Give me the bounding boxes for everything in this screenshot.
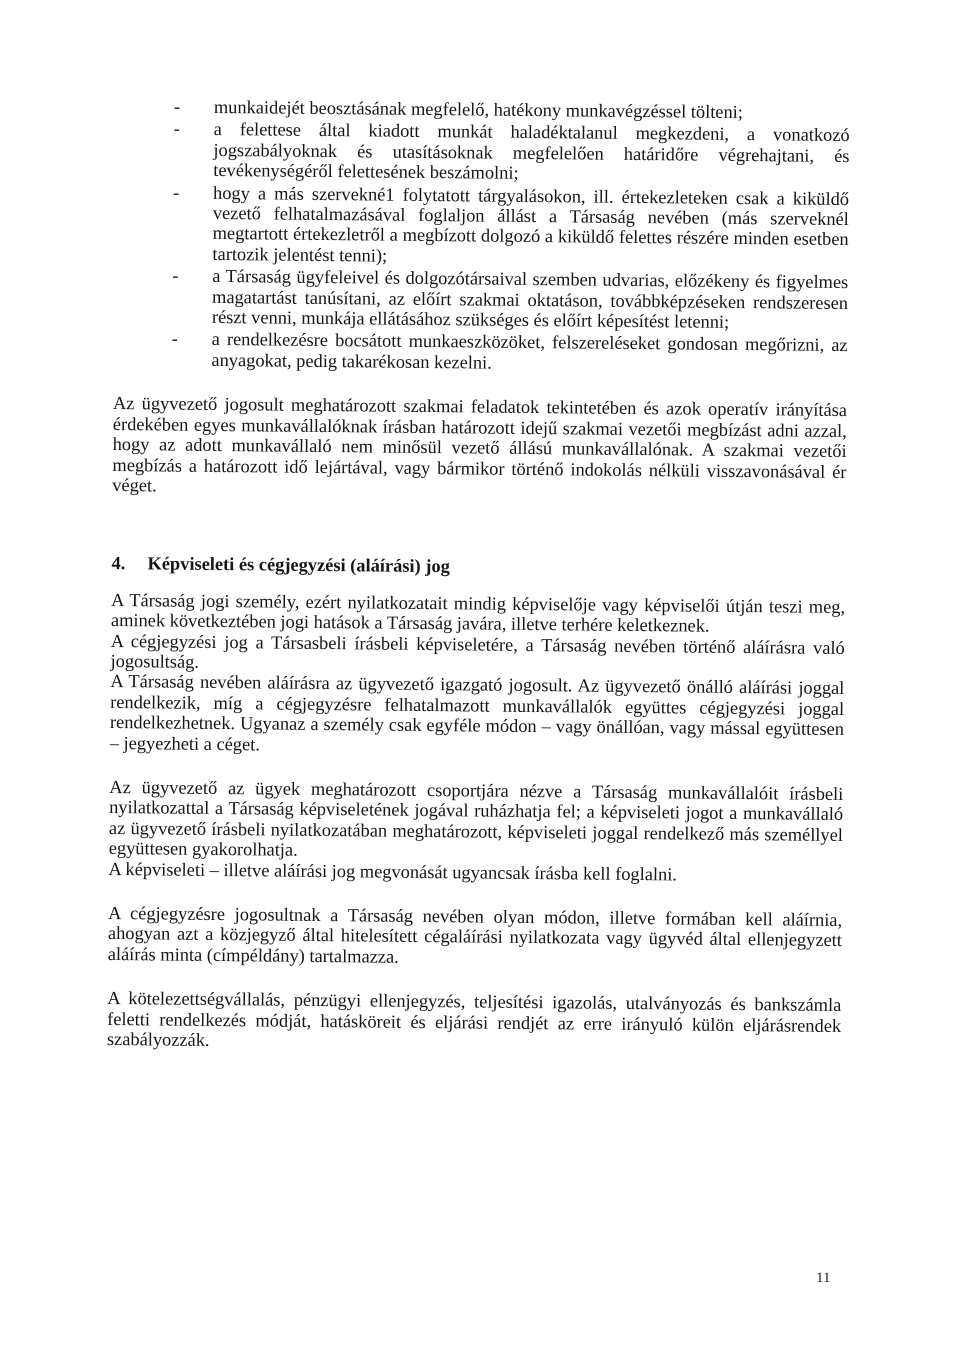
body-paragraph: Az ügyvezető jogosult meghatározott szakmai feladatok tekintetében és azok operatív irányítása érdekében egyes munkavállalóknak írásban határozott idejű szakmai vezetői megbízást adni azzal, hogy az adott munkavállaló nem minősül vezető állású munkavállalónak. A szakmai vezetői megbízás a határozott idő lejártával, vagy bármikor történő indokolás nélküli visszavonásával ér véget. (112, 393, 848, 496)
list-item-text: a Társaság ügyfeleivel és dolgozótársaival szemben udvarias, előzékeny és figyelmes magatartást tanúsítani, az előírt szakmai oktatáson, továbbképzéseken rendszeresen részt venni, munkája ellátásához szükséges és előírt képesítést letenni; (211, 266, 849, 332)
delegation-paragraph-block (108, 777, 843, 886)
list-dash: - (173, 96, 181, 117)
commitment-paragraph-block (107, 988, 842, 1056)
managing-director-paragraph-block (112, 393, 847, 502)
list-item-text: a felettese által kiadott munkát haladéktalanul megkezdeni, a vonatkozó jogszabályoknak és utasításoknak megfelelően határidőre végrehajtani, és tevékenységéről felettesének beszámolni; (213, 119, 850, 184)
list-item (113, 328, 847, 376)
section-number: 4. (111, 553, 126, 574)
body-paragraph: Az ügyvezető az ügyek meghatározott csoportjára nézve a Társaság munkavállalóit írásbeli nyilatkozattal a Társaság képviseletének jogával ruházhatja fel; a képviseleti jogot a munkavállaló az ügyvezető írásbeli nyilatkozatában meghatározott, képviseleti joggal rendelkező más személlyel együttesen gyakorolhatja. (108, 776, 844, 860)
list-dash: - (171, 329, 178, 350)
document-body (107, 96, 850, 1056)
section-title: Képviseleti és cégjegyzési (aláírási) jog (147, 553, 450, 577)
body-paragraph: A kötelezettségvállalás, pénzügyi ellenjegyzés, teljesítési igazolás, utalványozás és bankszámla feletti rendelkezés módját, hatásköreit és eljárási rendjét az erre irányuló külön eljárásrendek szabályozzák. (106, 988, 842, 1050)
body-paragraph: A cégjegyzésre jogosultnak a Társaság nevében olyan módon, illetve formában kell aláírnia, ahogyan azt a közjegyző által hitelesített cégaláírási nyilatkozata vagy ügyvéd által ellenjegyzett aláírás minta (címpéldány) tartalmazza. (107, 902, 843, 967)
representation-paragraph-block (110, 590, 846, 760)
list-dash: - (172, 182, 180, 203)
body-paragraph: A képviseleti – illetve aláírási jog megvonását ugyancsak írásba kell foglalni. (108, 858, 678, 885)
body-paragraph: A Társaság nevében aláírásra az ügyvezető igazgató jogosult. Az ügyvezető önálló aláírási joggal rendelkezik, míg a cégjegyzésre felhatalmazott munkavállalók együttes cégjegyzési joggal rendelkezhetnek. Ugyanaz a személy csak egyféle módon – vagy önállóan, vagy mással együttesen – jegyezheti a céget. (109, 671, 845, 754)
list-item (114, 182, 849, 271)
list-item (115, 118, 850, 186)
list-item-text: a rendelkezésre bocsátott munkaeszközöket, felszereléseket gondosan megőrizni, az anyagokat, pedig takarékosan kezelni. (211, 329, 848, 373)
duties-list (113, 96, 850, 376)
signature-paragraph-block (108, 903, 843, 971)
body-paragraph: A cégjegyzési jog a Társasbeli írásbeli képviseletére, a Társaság nevében történő aláírásra való jogosultság. (110, 630, 845, 672)
list-dash: - (172, 265, 179, 286)
body-paragraph: A Társaság jogi személy, ezért nyilatkozatait mindig képviselője vagy képviselői útján teszi meg, aminek következtében jogi hatások a Társaság javára, illetve terhére keletkeznek. (110, 589, 846, 636)
list-item-text: munkaidejét beosztásának megfelelő, hatékony munkavégzéssel tölteni; (213, 96, 744, 123)
page-number: 11 (816, 1270, 831, 1286)
section-heading (111, 553, 845, 580)
list-item-text: hogy a más szervekné1 folytatott tárgyalásokon, ill. értekezleteken csak a kiküldő vezető felhatalmazásával foglaljon állást a Társaság nevében (más szerveknél megtartott értekezletről a megbízott dolgozó a kiküldő felettes részére minden esetben tartozik jelentést tenni); (212, 182, 850, 266)
list-item (114, 265, 849, 333)
list-dash: - (173, 118, 180, 140)
